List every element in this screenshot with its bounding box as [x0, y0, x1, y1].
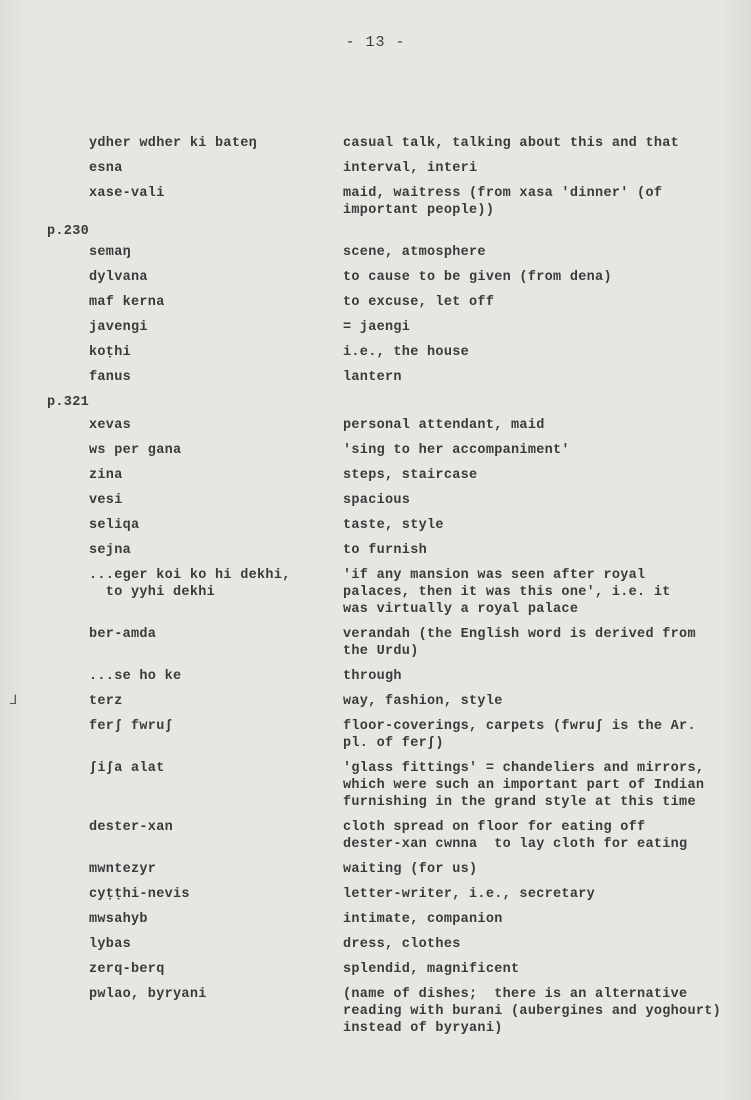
page-number: - 13 -: [345, 34, 406, 51]
glossary-entry: [0, 760, 751, 811]
page-reference: p.230: [47, 224, 90, 239]
entry-term: lybas: [89, 937, 132, 952]
entry-term: javengi: [89, 320, 148, 335]
glossary-entry: [0, 160, 751, 177]
entry-gloss: lantern: [343, 370, 402, 385]
entry-gloss: waiting (for us): [343, 862, 478, 877]
glossary-entry: [0, 986, 751, 1037]
glossary-entry: [0, 185, 751, 219]
glossary-entry: [0, 269, 751, 286]
entry-gloss: dress, clothes: [343, 937, 461, 952]
glossary-entry: [0, 442, 751, 459]
entry-term: ydher wdher ki bateŋ: [89, 136, 258, 151]
entry-gloss: taste, style: [343, 518, 444, 533]
glossary-entry: [0, 819, 751, 853]
entry-term: esna: [89, 161, 123, 176]
entry-term: xase-vali: [89, 186, 165, 201]
entry-term: ʃiʃa alat: [89, 761, 165, 776]
glossary-entry: [0, 517, 751, 534]
glossary-entry: [0, 319, 751, 336]
glossary-entry: [0, 693, 751, 710]
entry-gloss: through: [343, 669, 402, 684]
entry-term: ws per gana: [89, 443, 182, 458]
glossary-entry: [0, 668, 751, 685]
entry-term: pwlao, byryani: [89, 987, 207, 1002]
entry-gloss: cloth spread on floor for eating off dester-xan ᴄwnna to lay cloth for eating: [343, 820, 688, 852]
glossary-entry: [0, 911, 751, 928]
entry-term: semaŋ: [89, 245, 132, 260]
entry-term: cyṭṭhi-nevis: [89, 887, 190, 902]
entry-gloss: floor-coverings, carpets (fwruʃ is the Ar. pl. of ferʃ): [343, 719, 696, 751]
entry-term: vesi: [89, 493, 123, 508]
glossary-entry: [0, 961, 751, 978]
entry-term: maf kerna: [89, 295, 165, 310]
entry-gloss: spacious: [343, 493, 411, 508]
glossary-entry: [0, 244, 751, 261]
entry-gloss: 'if any mansion was seen after royal palaces, then it was this one', i.e. it was virtually a royal palace: [343, 568, 671, 617]
entry-term: zina: [89, 468, 123, 483]
entry-gloss: way, fashion, style: [343, 694, 503, 709]
glossary-entry: [0, 135, 751, 152]
entry-term: mwsahyb: [89, 912, 148, 927]
entry-gloss: casual talk, talking about this and that: [343, 136, 680, 151]
glossary-entry: [0, 492, 751, 509]
glossary-list: [0, 127, 751, 1037]
entry-gloss: to excuse, let off: [343, 295, 495, 310]
entry-gloss: = jaengi: [343, 320, 411, 335]
entry-gloss: interval, interi: [343, 161, 478, 176]
entry-gloss: splendid, magnificent: [343, 962, 520, 977]
entry-term: ...eger koi ko hi dekhi, to yyhi dekhi: [89, 568, 291, 600]
entry-gloss: 'glass fittings' = chandeliers and mirrors, which were such an important part of Indian furnishing in the grand style at this time: [343, 761, 705, 810]
entry-gloss: to cause to be given (from dena): [343, 270, 612, 285]
glossary-entry: [0, 467, 751, 484]
entry-term: dester-xan: [89, 820, 174, 835]
entry-gloss: scene, atmosphere: [343, 245, 486, 260]
entry-gloss: to furnish: [343, 543, 428, 558]
glossary-entry: [0, 542, 751, 559]
entry-gloss: i.e., the house: [343, 345, 470, 360]
glossary-entry: [0, 936, 751, 953]
entry-gloss: personal attendant, maid: [343, 418, 545, 433]
entry-term: mwntezyr: [89, 862, 157, 877]
entry-term: koṭhi: [89, 345, 132, 360]
entry-gloss: letter-writer, i.e., secretary: [343, 887, 596, 902]
entry-term: ferʃ fwruʃ: [89, 719, 174, 734]
glossary-entry: [0, 626, 751, 660]
glossary-entry: [0, 344, 751, 361]
glossary-entry: [0, 718, 751, 752]
entry-term: ber-amda: [89, 627, 157, 642]
entry-term: terz: [89, 694, 123, 709]
entry-gloss: verandah (the English word is derived from the Urdu): [343, 627, 696, 659]
entry-gloss: maid, waitress (from xasa 'dinner' (of important people)): [343, 186, 663, 218]
entry-gloss: intimate, companion: [343, 912, 503, 927]
entry-gloss: 'sing to her accompaniment': [343, 443, 570, 458]
margin-mark: ⅃: [10, 693, 18, 708]
glossary-entry: [0, 369, 751, 386]
entry-term: dylvana: [89, 270, 148, 285]
glossary-entry: [0, 567, 751, 618]
entry-term: seliqa: [89, 518, 140, 533]
entry-term: zerq-berq: [89, 962, 165, 977]
entry-term: sejna: [89, 543, 132, 558]
entry-gloss: (name of dishes; there is an alternative reading with burani (aubergines and yoghourt) instead of byryani): [343, 987, 722, 1036]
entry-term: fanus: [89, 370, 132, 385]
entry-term: xevas: [89, 418, 132, 433]
page-reference: p.321: [47, 395, 90, 410]
entry-term: ...se ho ke: [89, 669, 182, 684]
glossary-entry: [0, 861, 751, 878]
glossary-entry: [0, 417, 751, 434]
glossary-entry: [0, 294, 751, 311]
glossary-entry: [0, 886, 751, 903]
entry-gloss: steps, staircase: [343, 468, 478, 483]
